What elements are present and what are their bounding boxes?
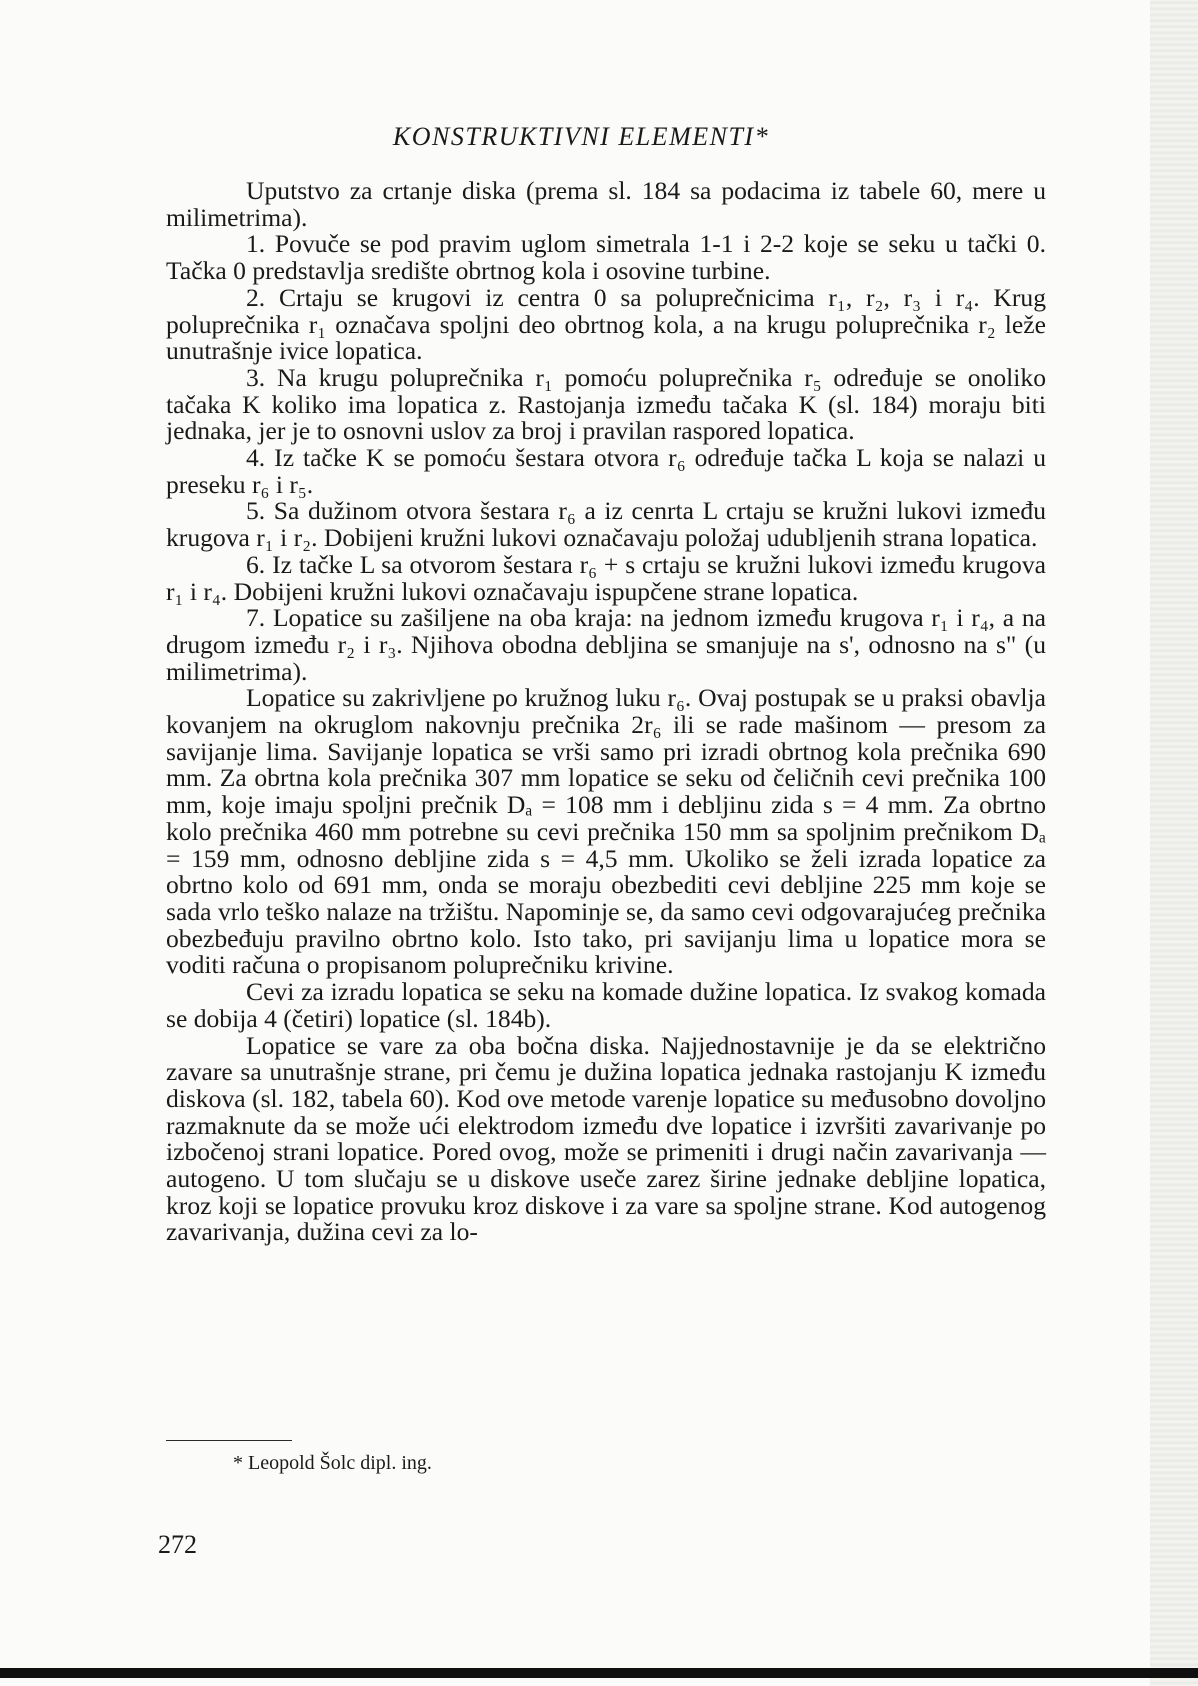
paragraph-step-5: 5. Sa dužinom otvora šestara r₆ a iz cenrta L crtaju se kružni lukovi između krugova r₁ i r₂. Dobijeni kružni lukovi označavaju položaj udubljenih strana lopatica. — [166, 496, 1046, 553]
paragraph-step-1: 1. Povuče se pod pravim uglom simetrala 1-1 i 2-2 koje se seku u tački 0. Tačka 0 predstavlja središte obrtnog kola i osovine turbine. — [166, 229, 1046, 286]
paragraph-step-7: 7. Lopatice su zašiljene na oba kraja: na jednom između krugova r₁ i r₄, a na drugom između r₂ i r₃. Njihova obodna debljina se smanjuje na s', odnosno na s" (u milimetrima). — [166, 603, 1046, 686]
paragraph-step-2: 2. Crtaju se krugovi iz centra 0 sa poluprečnicima r₁, r₂, r₃ i r₄. Krug poluprečnika r₁ označava spoljni deo obrtnog kola, a na krugu poluprečnika r₂ leže unutrašnje ivice lopatica. — [166, 282, 1046, 366]
paragraph-intro: Uputstvo za crtanje diska (prema sl. 184 sa podacima iz tabele 60, mere u milimetrima). — [166, 176, 1046, 232]
scan-edge-shadow — [1150, 0, 1198, 1686]
body-text — [166, 178, 1046, 1246]
paragraph-step-6: 6. Iz tačke L sa otvorom šestara r₆ + s crtaju se kružni lukovi između krugova r₁ i r₄. Dobijeni kružni lukovi označavaju ispupčene strane lopatica. — [166, 549, 1046, 606]
paragraph-step-3: 3. Na krugu poluprečnika r₁ pomoću poluprečnika r₅ određuje se onoliko tačaka K koliko ima lopatica z. Rastojanja između tačaka K (sl. 184) moraju biti jednaka, jer je to osnovni uslov za broj i pravilan raspored lopatica. — [166, 362, 1046, 446]
page-number: 272 — [158, 1530, 197, 1559]
paragraph-cutting: Cevi za izradu lopatica se seku na komade dužine lopatica. Iz svakog komada se dobija 4 (četiri) lopatice (sl. 184b). — [166, 977, 1046, 1033]
scan-bottom-border — [0, 1668, 1198, 1678]
paragraph-step-4: 4. Iz tačke K se pomoću šestara otvora r₆ određuje tačka L koja se nalazi u preseku r₆ i r₅. — [166, 443, 1046, 499]
footnote: * Leopold Šolc dipl. ing. — [233, 1452, 432, 1474]
footnote-divider — [166, 1440, 292, 1441]
paragraph-bending: Lopatice su zakrivljene po kružnog luku r₆. Ovaj postupak se u praksi obavlja kovanjem na okruglom nakovnju prečnika 2r₆ ili se rade mašinom — presom za savijanje lima. Savijanje lopatica se vrši samo pri izradi obrtnog kola prečnika 690 mm. Za obrtna kola prečnika 307 mm lopatice se seku od čeličnih cevi prečnika 100 mm, koje imaju spoljni prečnik Dₐ = 108 mm i debljinu zida s = 4 mm. Za obrtno kolo prečnika 460 mm potrebne su cevi prečnika 150 mm sa spoljnim prečnikom Dₐ = 159 mm, odnosno debljine zida s = 4,5 mm. Ukoliko se želi izrada lopatice za obrtno kolo od 691 mm, onda se moraju obezbediti cevi debljine 225 mm koje se sada vrlo teško nalaze na tržištu. Napominje se, da samo cevi odgovarajućeg prečnika obezbeđuju pravilno obrtno kolo. Isto tako, pri savijanju lima u lopatice mora se voditi računa o propisanom poluprečniku krivine. — [166, 683, 1046, 980]
paragraph-welding: Lopatice se vare za oba bočna diska. Najjednostavnije je da se električno zavare sa unutrašnje strane, pri čemu je dužina lopatica jednaka rastojanju K između diskova (sl. 182, tabela 60). Kod ove metode varenje lopatice su međusobno dovoljno razmaknute da se može ući elektrodom između dve lopatice i izvršiti zavarivanje po izbočenoj strani lopatice. Pored ovog, može se primeniti i drugi način zavarivanja — autogeno. U tom slučaju se u diskove useče zarez širine jednake debljine lopatica, kroz koji se lopatice provuku kroz diskove i za vare sa spoljne strane. Kod autogenog zavarivanja, dužina cevi za lo- — [166, 1030, 1046, 1247]
running-header: KONSTRUKTIVNI ELEMENTI* — [392, 122, 770, 151]
